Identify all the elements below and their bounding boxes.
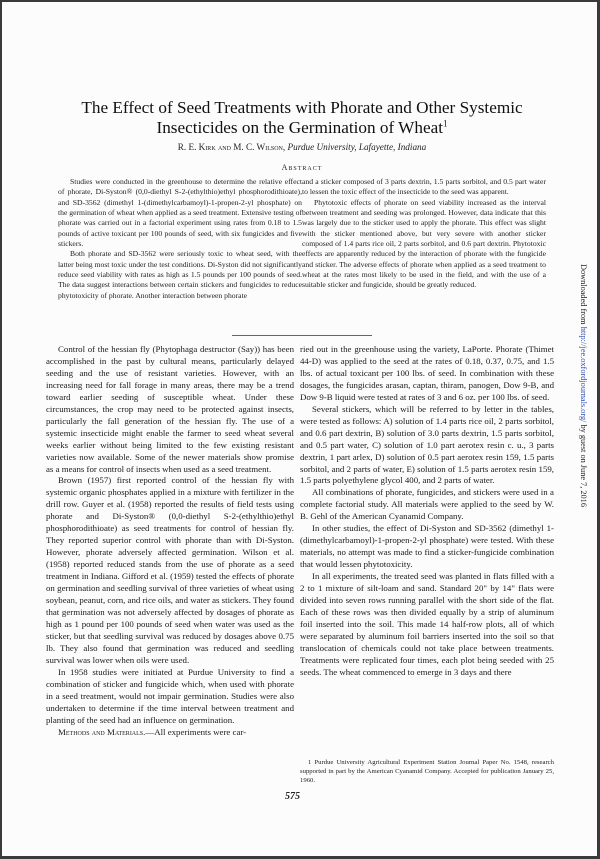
methods-start: —All experiments were car- — [145, 726, 247, 737]
title-line-1: The Effect of Seed Treatments with Phorate and Other Systemic — [81, 98, 523, 117]
body-paragraph: Brown (1957) first reported control of the hessian fly with systemic organic phosphates applied in a mixture with fertilizer in the drill row. Guyer et al. (1958) reported the results of field tests using phorate and Di-Syston® (0,0-diethyl S-2-(ethylthio)ethyl phosphorodithioate) as seed treatments for control of hessian fly. They reported superior control with phorate than with Di-Syston. However, phorate adversely affected germination. Wilson et al. (1958) reported reduced stands from the use of phorate as a seed treatment in Indiana. Gifford et al. (1959) tested the effects of phorate on germination and seedling survival of three varieties of wheat using soybean, peanut, corn, and rice oils, and water as stickers. They found that germination was not adversely affected by dosages of phorate as high as 1 pound per 100 pounds of seed when water was used as the sticker, but that seedling survival was reduced by dosages above 0.75 lb. They also found that germination was reduced and seedling survival was lower when oils were used. — [46, 475, 294, 665]
abstract-heading: Abstract — [281, 163, 323, 172]
download-suffix: by guest on June 7, 2016 — [579, 422, 588, 507]
journal-link[interactable]: http://jee.oxfordjournals.org/ — [579, 326, 588, 423]
abstract-left-column — [58, 177, 302, 301]
body-paragraph: Several stickers, which will be referred to by letter in the tables, were tested as follows: A) solution of 1.4 parts rice oil, 2 parts sorbitol, and 0.6 part dextrin, B) solution of 3.0 parts dextrin, 1.5 parts sorbitol, and 0.5 part water, C) solution of 1.0 part aerotex resin c. u., 3 parts dextrin, 1 part arlex, D) solution of 0.5 part aerotex resin 159, 1.5 parts sorbitol, and 2 parts of water, E) solution of 1.5 parts aerotex resin 159, 1.5 parts polyethylene glycol 400, and 2 parts of water. — [300, 403, 554, 486]
download-watermark — [576, 264, 588, 624]
abstract-paragraph: Studies were conducted in the greenhouse to determine the relative effect of phorate, Di-Syston® (0,0-diethyl S-2-(ethylthio)ethyl phosphorodithioate), and SD-3562 (dimethyl 1-(dimethylcarbamoyl)-1-propen-2-yl phosphate) on the germination of wheat when applied as a seed treatment. Extensive testing of phorate was carried out in a factorial experiment using rates from 0.18 to 1.5 pounds of active toxicant per 100 pounds of seed, with six fungicides and five stickers. — [58, 177, 302, 249]
abstract-paragraph: Both phorate and SD-3562 were seriously toxic to wheat seed, with the latter being most toxic under the test conditions. Di-Syston did not significantly reduce seed viability with rates as high as 1.5 pounds per 100 pounds of seed. The data suggest interactions between certain stickers and fungicides to reduce phytotoxicity of phorate. Another interaction between phorate — [58, 249, 302, 300]
abstract-right-column — [302, 177, 546, 291]
title-line-2: Insecticides on the Germination of Wheat — [156, 118, 444, 137]
title-footnote-mark: 1 — [443, 118, 448, 129]
page-number: 575 — [285, 791, 300, 802]
section-divider — [232, 335, 372, 336]
body-right-column — [300, 344, 554, 679]
body-paragraph: In other studies, the effect of Di-Syston and SD-3562 (dimethyl 1-(dimethylcarbamoyl)-1-propen-2-yl phosphate) were tested. With these materials, no attempt was made to find a sticker-fungicide combination that would lessen phytotoxicity. — [300, 523, 554, 570]
body-paragraph: Control of the hessian fly (Phytophaga destructor (Say)) has been accomplished in the past by cultural means, particularly delayed seeding and the use of resistant varieties. However, with an increasing need for fall forage in many areas, there may be a trend toward earlier seeding of susceptible wheat. Under these circumstances, the crop may need to be protected against insects, particularly the fall generation of the hessian fly. The use of a systemic insecticide might enable the farmer to seed wheat several weeks earlier without being limited to the few existing resistant varieties now available. Some of the newer materials show promise as a means for control of insects when used as a seed treatment. — [46, 344, 294, 474]
article-title — [42, 98, 562, 138]
body-left-column — [46, 344, 294, 738]
body-paragraph: In all experiments, the treated seed was planted in flats filled with a 2 to 1 mixture of silt-loam and sand. Standard 20" by 14" flats were divided into seven rows running parallel with the short side of the flat. Each of these rows was then divided equally by a strip of aluminum foil inserted into the soil. This made 14 half-row plots, all of which were separated by aluminum foil barriers inserted into the soil so that translocation of chemicals could not take place between treatments. Treatments were replicated four times, each plot being seeded with 25 seeds. The wheat commenced to emerge in 3 days and there — [300, 571, 554, 677]
methods-paragraph — [46, 727, 294, 739]
download-prefix: Downloaded from — [579, 264, 588, 327]
body-paragraph: ried out in the greenhouse using the variety, LaPorte. Phorate (Thimet 44-D) was applied to the seed at the rates of 0.18, 0.37, 0.75, and 1.5 lbs. of actual toxicant per 100 lbs. of seed. In combination with these dosages, the fungicides arasan, captan, thiram, panogen, Dow 9-B, and Dow 9-B liquid were tested at rates of 3 and 6 oz. per 100 lbs. of seed. — [300, 344, 554, 402]
footnote — [300, 759, 554, 786]
footnote-text: 1 Purdue University Agricultural Experiment Station Journal Paper No. 1548, research supported in part by the American Cyanamid Company. Accepted for publication January 25, 1960. — [300, 759, 554, 784]
methods-heading: Methods and Materials. — [58, 726, 146, 737]
authors: R. E. Kirk and M. C. Wilson, — [177, 142, 286, 152]
paper-page — [2, 2, 597, 856]
body-paragraph: All combinations of phorate, fungicides, and stickers were used in a complete factorial study. All materials were applied to the seed by W. B. Gehl of the American Cyanamid Company. — [300, 487, 554, 522]
abstract-paragraph: and a sticker composed of 3 parts dextrin, 1.5 parts sorbitol, and 0.5 part water to lessen the toxic effect of the insecticide to the seed was apparent. — [302, 177, 546, 197]
body-paragraph: In 1958 studies were initiated at Purdue University to find a combination of sticker and fungicide which, when used with phorate in a seed treatment, would not impair germination. Studies were also undertaken to determine if the time interval between treatment and planting of the seed had an influence on germination. — [46, 666, 294, 725]
author-line — [42, 142, 562, 152]
abstract-paragraph: Phytotoxic effects of phorate on seed viability increased as the interval between treatment and seeding was prolonged. However, data indicate that this was largely due to the sticker used to apply the phorate. This effect was slight with the sticker mentioned above, but very severe with another sticker composed of 1.4 parts rice oil, 2 parts sorbitol, and 0.6 part dextrin. Phytotoxic effects are apparently reduced by the interaction of phorate with the fungicide and sticker. The adverse effects of phorate when applied as a seed treatment to wheat at the rates most likely to be used in the field, and with the use of a suitable sticker and fungicide, should be greatly reduced. — [302, 197, 546, 290]
affiliation: Purdue University, Lafayette, Indiana — [287, 142, 427, 152]
